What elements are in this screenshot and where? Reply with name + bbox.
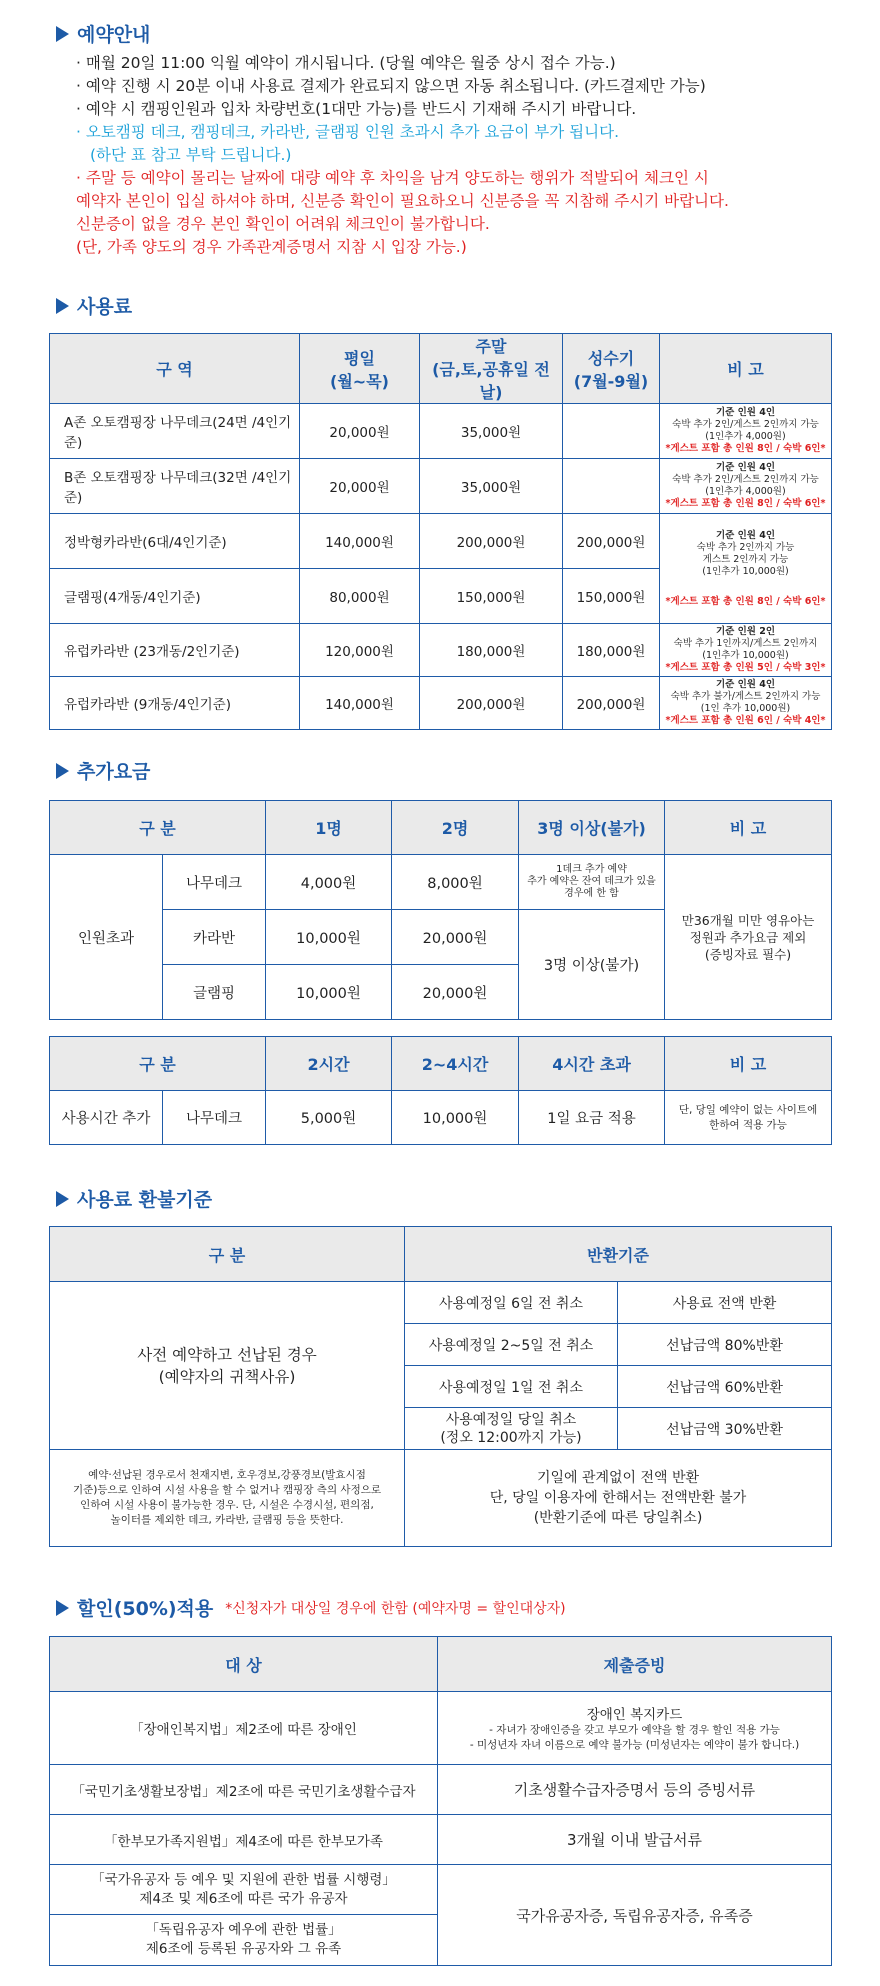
note-line: 기준 인원 2인 (715, 626, 776, 637)
header-sub: (월~목) (330, 371, 389, 391)
notice-line-blue: · 오토캠핑 데크, 캠핑데크, 카라반, 글램핑 인원 초과시 추가 요금이 부가 됩니다. (76, 123, 619, 141)
type-cell: 카라반 (163, 910, 266, 965)
header-sub: (금,토,공휴일 전날) (432, 360, 550, 402)
weather-std-line: (반환기준에 따른 당일취소) (533, 1510, 703, 1526)
weather-std-cell (405, 1450, 832, 1547)
header-main: 주말 (475, 337, 507, 356)
notice-line: · 예약 시 캠핑인원과 입차 차량번호(1대만 가능)를 반드시 기재해 주시기 바랍니다. (76, 100, 637, 118)
one-cell: 4,000원 (266, 855, 392, 910)
zone-cell: A존 오토캠핑장 나무데크(24면 /4인기준) (50, 404, 300, 459)
note-line: 단, 당일 예약이 없는 사이트에 (678, 1103, 818, 1116)
notice-line-red: (단, 가족 양도의 경우 가족관계증명서 지참 시 입장 가능.) (76, 238, 467, 256)
note-line: 숙박 추가 2인/게스트 2인까지 가능 (672, 474, 819, 485)
note-line: 숙박 추가 불가/게스트 2인까지 가능 (670, 691, 821, 702)
proof-cell: 국가유공자증, 독립유공자증, 유족증 (438, 1865, 832, 1966)
note-cell (660, 459, 832, 514)
weekday-cell: 140,000원 (300, 677, 420, 730)
time-note-cell (665, 1091, 832, 1145)
discount-header-proof: 제출증빙 (438, 1637, 832, 1692)
weather-std-line: 단, 당일 이용자에 한해서는 전액반환 불가 (489, 1490, 747, 1506)
three-unavailable-cell: 3명 이상(불가) (519, 910, 665, 1020)
weekend-cell: 200,000원 (420, 514, 563, 569)
note-cell (660, 677, 832, 730)
proof-line: - 자녀가 장애인증을 갖고 부모가 예약을 할 경우 할인 적용 가능 (489, 1724, 780, 1736)
reservation-section-title (56, 20, 150, 47)
discount-note: *신청자가 대상일 경우에 한함 (예약자명 = 할인대상자) (225, 1600, 566, 1617)
extra-header-row (50, 801, 832, 855)
fees-header-weekday (300, 334, 420, 404)
weekend-cell: 35,000원 (420, 459, 563, 514)
peak-cell: 200,000원 (563, 514, 660, 569)
time-header-note: 비 고 (665, 1037, 832, 1091)
refund-amount-cell: 선납금액 60%반환 (618, 1366, 832, 1408)
discount-table (49, 1636, 832, 1966)
table-row (50, 404, 832, 459)
note-line: (1인추가 4,000원) (705, 431, 786, 442)
note-line: 기준 인원 4인 (715, 679, 776, 690)
table-row (50, 459, 832, 514)
fees-header-row (50, 334, 832, 404)
table-row (50, 677, 832, 730)
refund-when-cell: 사용예정일 6일 전 취소 (405, 1282, 618, 1324)
one-cell: 10,000원 (266, 910, 392, 965)
refund-amount-cell: 사용료 전액 반환 (618, 1282, 832, 1324)
deck-three-cell (519, 855, 665, 910)
extra-section-title (56, 757, 150, 784)
notice-line-red: 신분증이 없을 경우 본인 확인이 어려워 체크인이 불가합니다. (76, 215, 490, 233)
table-row (50, 855, 832, 910)
note-line: 게스트 2인까지 가능 (702, 553, 789, 565)
time-header-2h: 2시간 (266, 1037, 392, 1091)
h24-cell: 10,000원 (392, 1091, 519, 1145)
note-line: 추가 예약은 잔여 데크가 있을 (527, 876, 656, 887)
note-line: (1인추가 10,000원) (702, 565, 789, 577)
time-header-4h: 4시간 초과 (519, 1037, 665, 1091)
triangle-bullet-icon (56, 298, 69, 314)
table-row (50, 1865, 832, 1915)
proof-cell (438, 1692, 832, 1765)
target-line: 「국가유공자 등 예우 및 지원에 관한 법률 시행령」 (91, 1871, 396, 1888)
weather-line: 기준)등으로 인하여 시설 사용을 할 수 없거나 캠핑장 측의 사정으로 (73, 1484, 381, 1496)
refund-title-text: 사용료 환불기준 (77, 1189, 213, 1211)
proof-line: 장애인 복지카드 (586, 1707, 683, 1723)
weekend-cell: 150,000원 (420, 569, 563, 624)
proof-line: - 미성년자 자녀 이름으로 예약 불가능 (미성년자는 예약이 불가 합니다.) (469, 1739, 800, 1751)
type-cell: 글램핑 (163, 965, 266, 1020)
note-line: 숙박 추가 1인까지/게스트 2인까지 (673, 638, 818, 649)
discount-title-text: 할인(50%)적용 (77, 1598, 214, 1620)
fees-table (49, 333, 832, 730)
reservation-title-text: 예약안내 (77, 24, 151, 46)
discount-header-row (50, 1637, 832, 1692)
extra-header-one: 1명 (266, 801, 392, 855)
refund-header-std: 반환기준 (405, 1227, 832, 1282)
header-main: 성수기 (587, 348, 635, 368)
refund-header-div: 구 분 (50, 1227, 405, 1282)
peak-cell (563, 404, 660, 459)
target-line: 제6조에 등록된 유공자와 그 유족 (145, 1941, 342, 1957)
note-line: 경우에 한 함 (564, 888, 619, 899)
notice-line-red: · 주말 등 예약이 몰리는 날짜에 대량 예약 후 차익을 남겨 양도하는 행위가 적발되어 체크인 시 (76, 169, 709, 187)
zone-cell: B존 오토캠핑장 나무데크(32면 /4인기준) (50, 459, 300, 514)
note-line: 만36개월 미만 영유아는 (681, 912, 815, 928)
note-line: 1데크 추가 예약 (556, 864, 627, 875)
case-line: 사전 예약하고 선납된 경우 (137, 1345, 317, 1364)
over-label-cell: 인원초과 (50, 855, 163, 1020)
when-line: (정오 12:00까지 가능) (440, 1429, 582, 1446)
refund-when-cell (405, 1408, 618, 1450)
table-row (50, 1450, 832, 1547)
note-line-red: *게스트 포함 총 인원 8인 / 숙박 6인* (665, 498, 826, 509)
target-cell: 「한부모가족지원법」제4조에 따른 한부모가족 (50, 1815, 438, 1865)
target-cell: 「국민기초생활보장법」제2조에 따른 국민기초생활수급자 (50, 1765, 438, 1815)
h2-cell: 5,000원 (266, 1091, 392, 1145)
refund-header-row (50, 1227, 832, 1282)
weekday-cell: 20,000원 (300, 459, 420, 514)
refund-amount-cell: 선납금액 80%반환 (618, 1324, 832, 1366)
target-cell: 「장애인복지법」제2조에 따른 장애인 (50, 1692, 438, 1765)
weekday-cell: 140,000원 (300, 514, 420, 569)
note-line: 정원과 추가요금 제외 (689, 929, 807, 945)
note-line: (1인추가 10,000원) (702, 650, 789, 661)
note-line: (1인 추가 10,000원) (700, 703, 791, 714)
two-cell: 8,000원 (392, 855, 519, 910)
note-line: 기준 인원 4인 (715, 462, 776, 473)
table-row (50, 624, 832, 677)
weekday-cell: 80,000원 (300, 569, 420, 624)
refund-case-cell (50, 1282, 405, 1450)
reservation-notice (76, 52, 856, 259)
table-row (50, 1815, 832, 1865)
extra-header-two: 2명 (392, 801, 519, 855)
table-row (50, 1765, 832, 1815)
refund-amount-cell: 선납금액 30%반환 (618, 1408, 832, 1450)
weekday-cell: 120,000원 (300, 624, 420, 677)
peak-cell: 180,000원 (563, 624, 660, 677)
proof-cell: 3개월 이내 발급서류 (438, 1815, 832, 1865)
case-line: (예약자의 귀책사유) (158, 1367, 296, 1386)
header-sub: (7월-9월) (573, 371, 649, 391)
time-fee-table (49, 1036, 832, 1145)
target-cell (50, 1915, 438, 1966)
when-line: 사용예정일 당일 취소 (445, 1411, 577, 1428)
note-line-red: *게스트 포함 총 인원 8인 / 숙박 6인* (665, 443, 826, 454)
table-row (50, 1282, 832, 1324)
weekend-cell: 200,000원 (420, 677, 563, 730)
weekday-cell: 20,000원 (300, 404, 420, 459)
notice-line: · 매월 20일 11:00 익월 예약이 개시됩니다. (당월 예약은 월중 상시 접수 가능.) (76, 54, 616, 72)
weather-line: 인하여 시설 사용이 불가능한 경우. 단, 시설은 수경시설, 편의점, (80, 1499, 374, 1511)
weekend-cell: 180,000원 (420, 624, 563, 677)
extra-header-three: 3명 이상(불가) (519, 801, 665, 855)
note-line-red: *게스트 포함 총 인원 8인 / 숙박 6인* (665, 595, 826, 607)
note-line: 숙박 추가 2인/게스트 2인까지 가능 (672, 419, 819, 430)
note-line-red: *게스트 포함 총 인원 5인 / 숙박 3인* (665, 662, 826, 673)
table-row (50, 514, 832, 569)
zone-cell: 유럽카라반 (23개동/2인기준) (50, 624, 300, 677)
note-cell (660, 624, 832, 677)
type-cell: 나무데크 (163, 855, 266, 910)
table-row (50, 1091, 832, 1145)
time-header-2-4h: 2~4시간 (392, 1037, 519, 1091)
fees-title-text: 사용료 (77, 296, 133, 318)
extra-fee-table (49, 800, 832, 1020)
weather-case-cell (50, 1450, 405, 1547)
refund-table (49, 1226, 832, 1547)
extra-header-note: 비 고 (665, 801, 832, 855)
h4-cell: 1일 요금 적용 (519, 1091, 665, 1145)
weather-line: 예약·선납된 경우로서 천재지변, 호우경보,강풍경보(발효시점 (88, 1469, 366, 1481)
note-cell (660, 404, 832, 459)
notice-line-red: 예약자 본인이 입실 하셔야 하며, 신분증 확인이 필요하오니 신분증을 꼭 지참해 주시기 바랍니다. (76, 192, 729, 210)
triangle-bullet-icon (56, 1600, 69, 1616)
zone-cell: 글램핑(4개동/4인기준) (50, 569, 300, 624)
note-line: (1인추가 4,000원) (705, 486, 786, 497)
two-cell: 20,000원 (392, 965, 519, 1020)
note-cell (660, 514, 832, 624)
note-line: 숙박 추가 2인까지 가능 (696, 541, 795, 553)
fees-section-title (56, 292, 132, 319)
two-cell: 20,000원 (392, 910, 519, 965)
note-line: 기준 인원 4인 (715, 529, 776, 541)
weather-line: 놀이터를 제외한 데크, 카라반, 글램핑 등을 뜻한다. (110, 1514, 344, 1526)
triangle-bullet-icon (56, 1191, 69, 1207)
one-cell: 10,000원 (266, 965, 392, 1020)
note-line-red: *게스트 포함 총 인원 6인 / 숙박 4인* (665, 715, 826, 726)
triangle-bullet-icon (56, 26, 69, 42)
fees-header-zone: 구 역 (50, 334, 300, 404)
proof-cell: 기초생활수급자증명서 등의 증빙서류 (438, 1765, 832, 1815)
peak-cell (563, 459, 660, 514)
time-header-row (50, 1037, 832, 1091)
note-line: 기준 인원 4인 (715, 407, 776, 418)
type-cell: 나무데크 (163, 1091, 266, 1145)
peak-cell: 200,000원 (563, 677, 660, 730)
note-line: 한하여 적용 가능 (709, 1118, 787, 1131)
fees-header-peak (563, 334, 660, 404)
target-cell (50, 1865, 438, 1915)
notice-line-blue: (하단 표 참고 부탁 드립니다.) (90, 146, 292, 164)
refund-when-cell: 사용예정일 2~5일 전 취소 (405, 1324, 618, 1366)
target-line: 「독립유공자 예우에 관한 법률」 (145, 1922, 342, 1938)
discount-header-target: 대 상 (50, 1637, 438, 1692)
fees-header-weekend (420, 334, 563, 404)
notice-line: · 예약 진행 시 20분 이내 사용료 결제가 완료되지 않으면 자동 취소됩니다. (카드결제만 가능) (76, 77, 706, 95)
extra-note-cell (665, 855, 832, 1020)
header-main: 평일 (344, 348, 375, 368)
fees-header-note: 비 고 (660, 334, 832, 404)
table-row (50, 1692, 832, 1765)
extra-title-text: 추가요금 (77, 761, 151, 783)
zone-cell: 유럽카라반 (9개동/4인기준) (50, 677, 300, 730)
discount-section-title (56, 1594, 566, 1621)
time-label-cell: 사용시간 추가 (50, 1091, 163, 1145)
refund-when-cell: 사용예정일 1일 전 취소 (405, 1366, 618, 1408)
weekend-cell: 35,000원 (420, 404, 563, 459)
weather-std-line: 기일에 관계없이 전액 반환 (536, 1470, 700, 1486)
extra-header-div: 구 분 (50, 801, 266, 855)
note-line: (증빙자료 필수) (704, 946, 792, 962)
time-header-div: 구 분 (50, 1037, 266, 1091)
triangle-bullet-icon (56, 763, 69, 779)
target-line: 제4조 및 제6조에 따른 국가 유공자 (139, 1890, 348, 1907)
refund-section-title (56, 1185, 212, 1212)
peak-cell: 150,000원 (563, 569, 660, 624)
zone-cell: 정박형카라반(6대/4인기준) (50, 514, 300, 569)
